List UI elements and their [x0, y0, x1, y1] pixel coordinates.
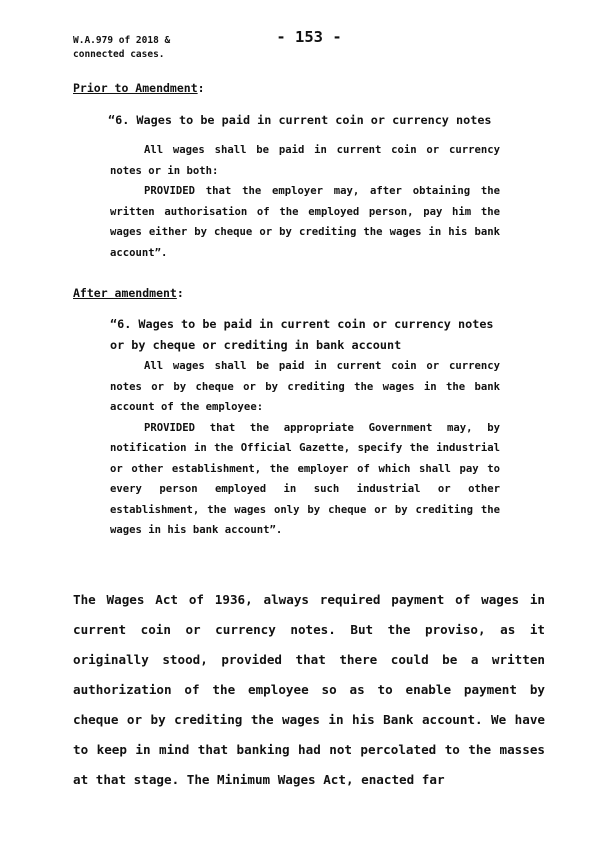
after-paragraph-1: All wages shall be paid in current coin or currency notes or by cheque or by crediting the wages in the bank account of the employee:	[110, 360, 500, 413]
prior-amendment-label	[73, 81, 205, 95]
body-paragraph: The Wages Act of 1936, always required payment of wages in current coin or currency notes. But the proviso, as it originally stood, provided that there could be a written authorization of the employee so as to enable payment by cheque or by crediting the wages in his Bank account. We have to keep in mind that banking had not percolated to the masses at that stage. The Minimum Wages Act, enacted far	[73, 592, 545, 787]
prior-paragraph-2: PROVIDED that the employer may, after obtaining the written authorisation of the employed person, pay him the wages either by cheque or by crediting the wages in his bank account”.	[110, 185, 500, 259]
prior-amendment-label-colon: :	[197, 81, 205, 95]
page-number: - 153 -	[276, 28, 342, 46]
prior-section-heading: “6. Wages to be paid in current coin or currency notes	[108, 113, 492, 127]
prior-paragraph-1: All wages shall be paid in current coin or currency notes or in both:	[110, 144, 500, 177]
after-amendment-label-colon: :	[176, 286, 184, 300]
case-reference-line2: connected cases.	[73, 49, 165, 60]
prior-quote-body	[110, 140, 500, 263]
case-reference-line1: W.A.979 of 2018 &	[73, 35, 171, 46]
prior-quote	[108, 110, 538, 131]
after-section-heading: “6. Wages to be paid in current coin or currency notes or by cheque or crediting in bank account	[110, 317, 494, 352]
after-amendment-label	[73, 286, 184, 300]
prior-amendment-label-text: Prior to Amendment	[73, 81, 198, 95]
after-quote	[110, 314, 500, 541]
after-paragraph-2: PROVIDED that the appropriate Government may, by notification in the Official Gazette, specify the industrial or other establishment, the employer of which shall pay to every person employed in such industrial or other establishment, the wages only by cheque or by crediting the wages in his bank account”.	[110, 421, 500, 536]
after-amendment-label-text: After amendment	[73, 286, 177, 300]
